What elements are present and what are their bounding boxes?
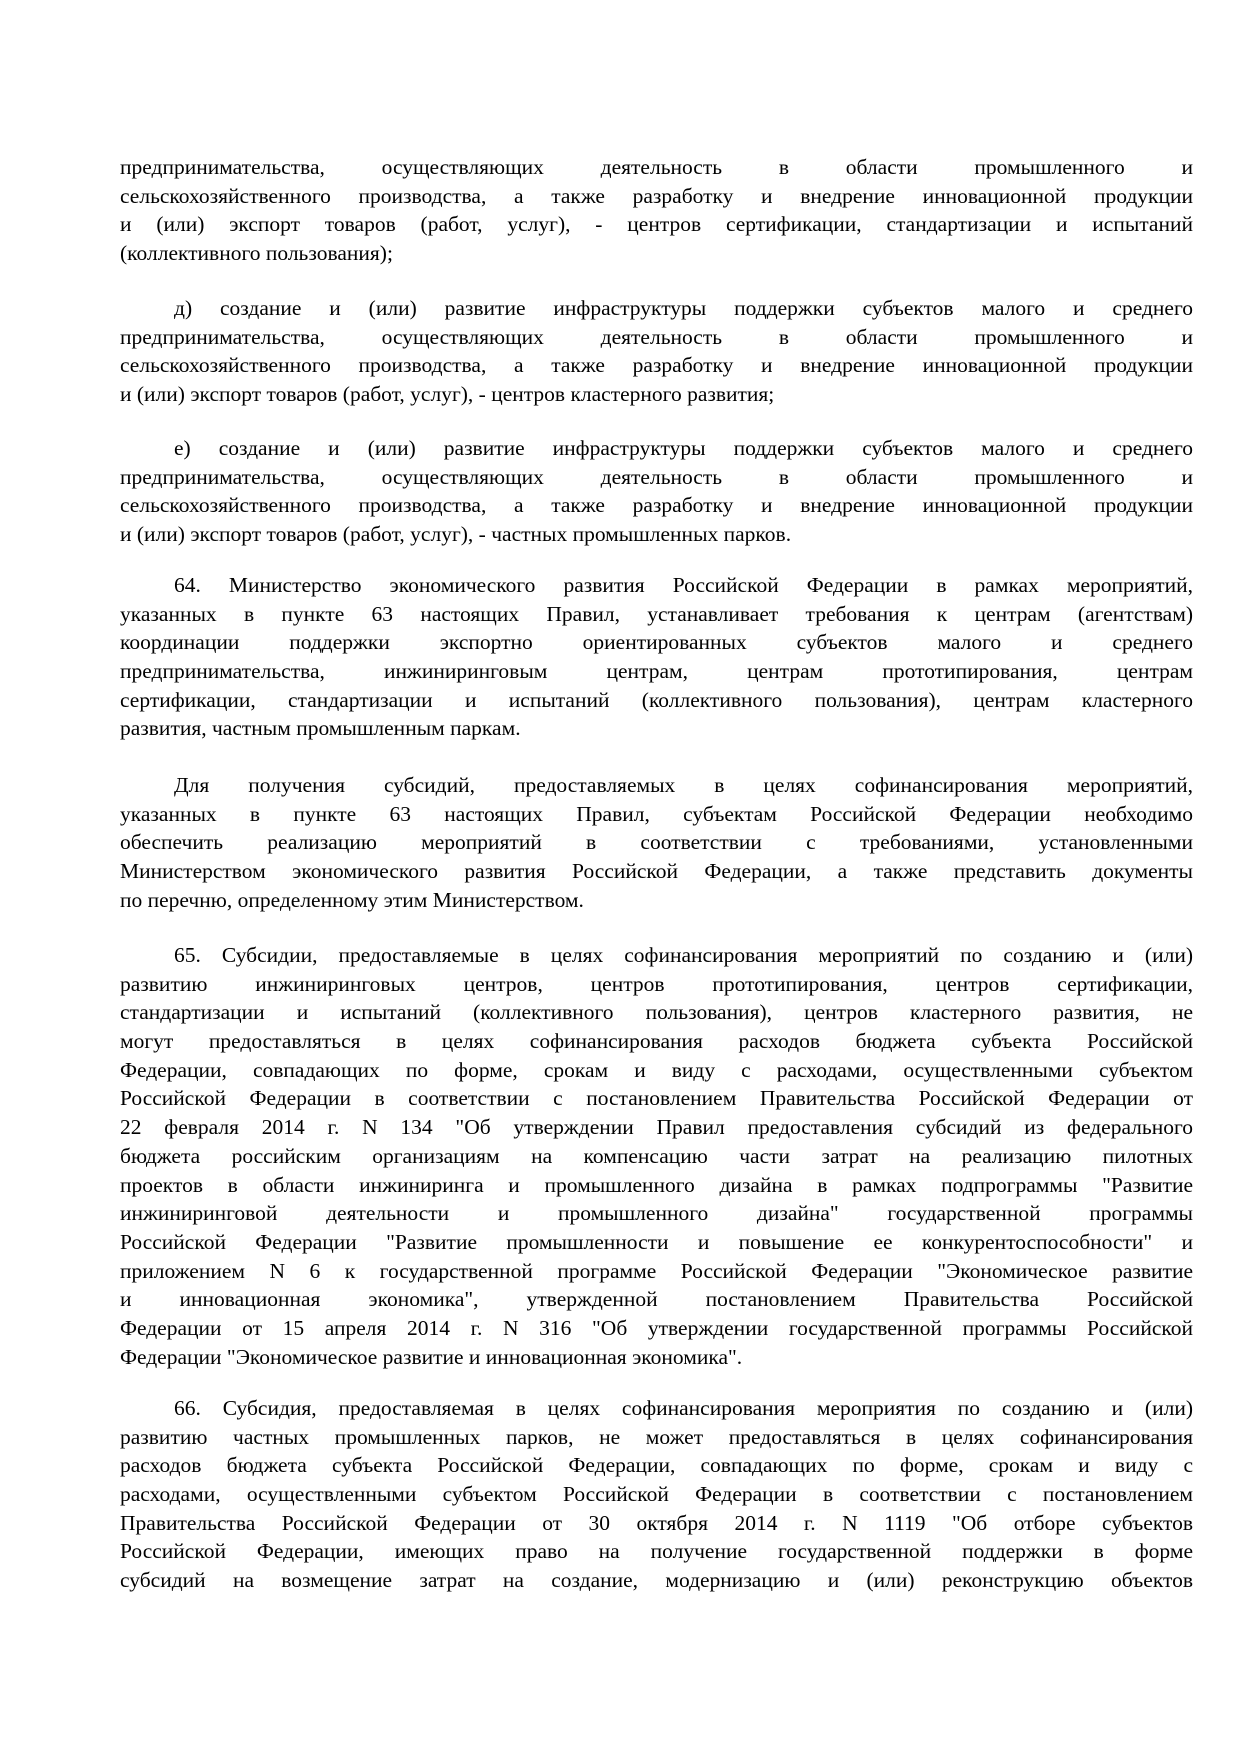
text-line: могут предоставляться в целях софинансирования расходов бюджета субъекта Российской [120, 1029, 1193, 1054]
text-line: д) создание и (или) развитие инфраструктуры поддержки субъектов малого и среднего [174, 296, 1193, 320]
text-line: Российской Федерации в соответствии с постановлением Правительства Российской Федерации от [120, 1086, 1193, 1111]
text-line: расходами, осуществленными субъектом Российской Федерации в соответствии с постановлением [120, 1482, 1193, 1507]
text-line: предпринимательства, инжиниринговым центрам, центрам прототипирования, центрам [120, 659, 1193, 684]
text-line: бюджета российским организациям на компенсацию части затрат на реализацию пилотных [120, 1143, 1193, 1168]
text-line: обеспечить реализацию мероприятий в соответствии с требованиями, установленными [120, 830, 1193, 855]
paragraph-subsidies-requirements [120, 771, 1193, 914]
paragraph-d [120, 294, 1193, 409]
text-line: развитию частных промышленных парков, не может предоставляться в целях софинансирования [120, 1424, 1193, 1449]
text-line: и (или) экспорт товаров (работ, услуг), - частных промышленных парков. [120, 522, 792, 547]
text-line: приложением N 6 к государственной программе Российской Федерации "Экономическое развитие [120, 1258, 1193, 1283]
text-line: е) создание и (или) развитие инфраструктуры поддержки субъектов малого и среднего [174, 436, 1193, 460]
text-line: 65. Субсидии, предоставляемые в целях софинансирования мероприятий по созданию и (или) [174, 943, 1193, 967]
text-line: сельскохозяйственного производства, а также разработку и внедрение инновационной продукции [120, 493, 1193, 518]
text-line: и инновационная экономика", утвержденной постановлением Правительства Российской [120, 1287, 1193, 1312]
text-line: предпринимательства, осуществляющих деятельность в области промышленного и [120, 155, 1193, 179]
paragraph-continuation [120, 153, 1193, 268]
text-line: по перечню, определенному этим Министерством. [120, 887, 584, 912]
text-line: Российской Федерации "Развитие промышленности и повышение ее конкурентоспособности" и [120, 1229, 1193, 1254]
text-line: Российской Федерации, имеющих право на получение государственной поддержки в форме [120, 1539, 1193, 1564]
text-line: расходов бюджета субъекта Российской Федерации, совпадающих по форме, срокам и виду с [120, 1453, 1193, 1478]
text-line: и (или) экспорт товаров (работ, услуг), - центров сертификации, стандартизации и испытаний [120, 212, 1193, 237]
text-line: инжиниринговой деятельности и промышленного дизайна" государственной программы [120, 1201, 1193, 1226]
paragraph-e [120, 434, 1193, 549]
text-line: Правительства Российской Федерации от 30 октября 2014 г. N 1119 "Об отборе субъектов [120, 1510, 1193, 1535]
text-line: проектов в области инжиниринга и промышленного дизайна в рамках подпрограммы "Развитие [120, 1172, 1193, 1197]
text-line: указанных в пункте 63 настоящих Правил, устанавливает требования к центрам (агентствам) [120, 601, 1193, 626]
text-line: Федерации "Экономическое развитие и инновационная экономика". [120, 1344, 743, 1369]
text-line: 64. Министерство экономического развития Российской Федерации в рамках мероприятий, [174, 573, 1193, 597]
text-line: сельскохозяйственного производства, а также разработку и внедрение инновационной продукции [120, 183, 1193, 208]
text-line: Министерством экономического развития Российской Федерации, а также представить документы [120, 859, 1193, 884]
text-line: координации поддержки экспортно ориентированных субъектов малого и среднего [120, 630, 1193, 655]
text-line: сельскохозяйственного производства, а также разработку и внедрение инновационной продукции [120, 353, 1193, 378]
text-line: 66. Субсидия, предоставляемая в целях софинансирования мероприятия по созданию и (или) [174, 1396, 1193, 1420]
text-line: развитию инжиниринговых центров, центров прототипирования, центров сертификации, [120, 971, 1193, 996]
text-line: (коллективного пользования); [120, 241, 393, 266]
text-line: стандартизации и испытаний (коллективного пользования), центров кластерного развития, не [120, 1000, 1193, 1025]
text-line: Федерации от 15 апреля 2014 г. N 316 "Об утверждении государственной программы Российской [120, 1315, 1193, 1340]
text-line: 22 февраля 2014 г. N 134 "Об утверждении Правил предоставления субсидий из федерального [120, 1115, 1193, 1140]
text-line: субсидий на возмещение затрат на создание, модернизацию и (или) реконструкцию объектов [120, 1568, 1193, 1593]
text-line: предпринимательства, осуществляющих деятельность в области промышленного и [120, 464, 1193, 489]
paragraph-66 [120, 1394, 1193, 1595]
paragraph-64 [120, 571, 1193, 743]
text-line: предпринимательства, осуществляющих деятельность в области промышленного и [120, 324, 1193, 349]
paragraph-65 [120, 941, 1193, 1371]
text-line: указанных в пункте 63 настоящих Правил, субъектам Российской Федерации необходимо [120, 801, 1193, 826]
text-line: и (или) экспорт товаров (работ, услуг), - центров кластерного развития; [120, 382, 775, 407]
text-line: развития, частным промышленным паркам. [120, 716, 521, 741]
text-line: Для получения субсидий, предоставляемых в целях софинансирования мероприятий, [174, 773, 1193, 797]
text-line: сертификации, стандартизации и испытаний (коллективного пользования), центрам кластерного [120, 687, 1193, 712]
text-line: Федерации, совпадающих по форме, срокам и виду с расходами, осуществленными субъектом [120, 1057, 1193, 1082]
